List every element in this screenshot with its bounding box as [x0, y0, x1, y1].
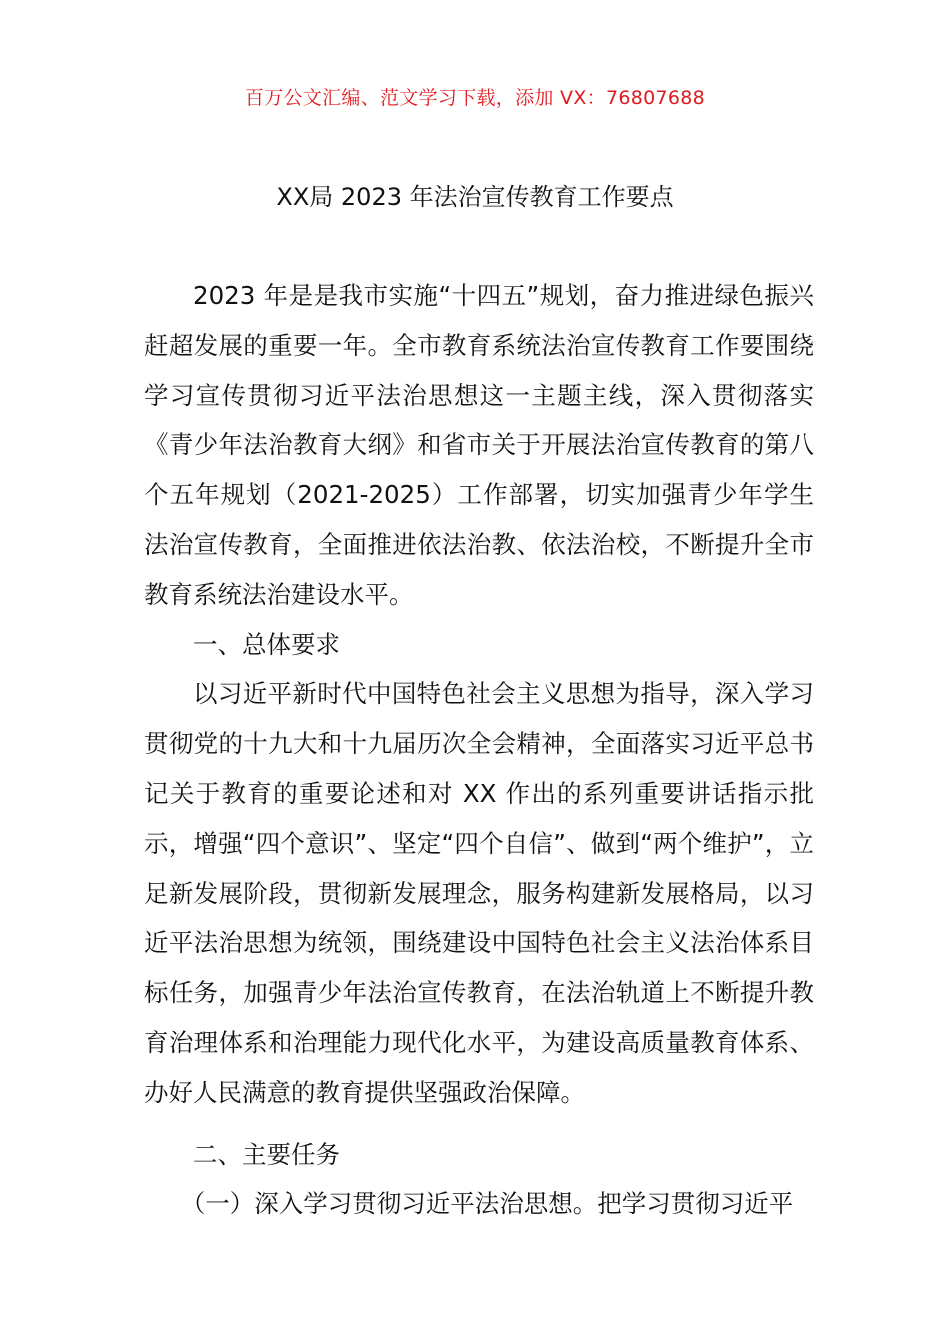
- document-body: [144, 271, 814, 1229]
- main-tasks-item-1: （一）深入学习贯彻习近平法治思想。把学习贯彻习近平: [180, 1189, 794, 1219]
- section-heading-general-requirements: 一、总体要求: [193, 629, 340, 659]
- general-requirements-paragraph: 以习近平新时代中国特色社会主义思想为指导，深入学习贯彻党的十九大和十九届历次全会精神，全面落实习近平总书记关于教育的重要论述和对 XX 作出的系列重要讲话指示批示，增强“四个意识”、坚定“四个自信”、做到“两个维护”，立足新发展阶段，贯彻新发展理念，服务构建新发展格局，以习近平法治思想为统领，围绕建设中国特色社会主义法治体系目标任务，加强青少年法治宣传教育，在法治轨道上不断提升教育治理体系和治理能力现代化水平，为建设高质量教育体系、办好人民满意的教育提供坚强政治保障。: [144, 679, 814, 1107]
- intro-paragraph: 2023 年是是我市实施“十四五”规划，奋力推进绿色振兴赶超发展的重要一年。全市教育系统法治宣传教育工作要围绕学习宣传贯彻习近平法治思想这一主题主线，深入贯彻落实《青少年法治教育大纲》和省市关于开展法治宣传教育的第八个五年规划（2021-2025）工作部署，切实加强青少年学生法治宣传教育，全面推进依法治教、依法治校，不断提升全市教育系统法治建设水平。: [144, 281, 814, 609]
- section-heading-main-tasks: 二、主要任务: [193, 1139, 340, 1169]
- document-title: XX局 2023 年法治宣传教育工作要点: [276, 183, 674, 211]
- download-notice: 百万公文汇编、范文学习下载，添加 VX：76807688: [244, 87, 706, 109]
